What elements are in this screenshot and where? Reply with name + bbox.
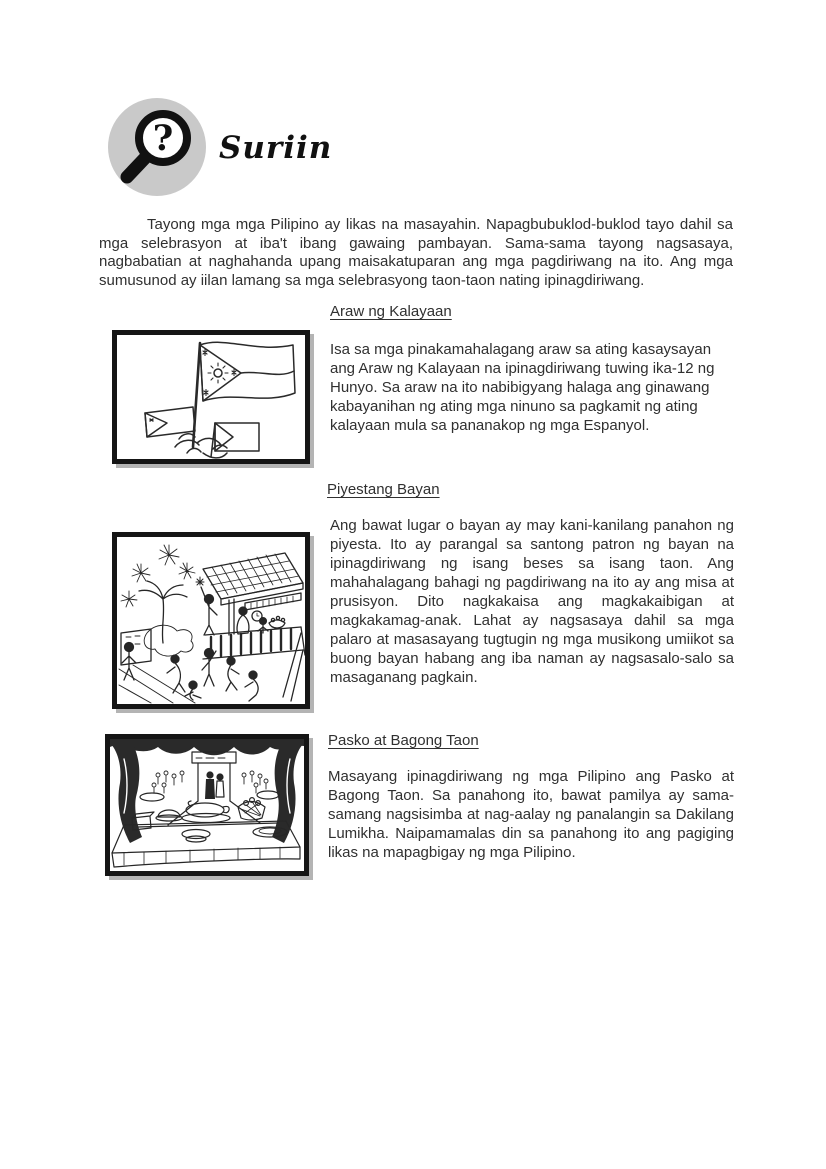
image-frame-piyestang-bayan <box>112 532 310 709</box>
intro-paragraph: Tayong mga mga Pilipino ay likas na masayahin. Napagbubuklod-buklod tayo dahil sa mga selebrasyon at iba't ibang gawaing pambayan. Sama-sama tayong nagsasaya, nagbabatian at naghahanda upang maisakatuparan ang mga pagdiriwang na ito. Ang mga sumusunod ay iilan lamang sa mga selebrasyong taon-taon nating ipinagdiriwang. <box>99 216 733 289</box>
section-heading-pasko-at-bagong-taon: Pasko at Bagong Taon <box>328 732 479 749</box>
christmas-noche-buena-illustration <box>110 739 304 871</box>
section-body-pasko-at-bagong-taon: Masayang ipinagdiriwang ng mga Pilipino ang Pasko at Bagong Taon. Sa panahong ito, bawat pamilya ay sama-samang nagsisimba at nag-aalay ng panalangin sa Dakilang Lumikha. Naipamamalas din sa panahong ito ang pagiging likas na mapagbigay ng mga Pilipino. <box>328 768 734 861</box>
page-title: Suriin <box>219 130 333 166</box>
svg-text:?: ? <box>152 118 174 159</box>
town-fiesta-illustration <box>117 537 305 704</box>
image-frame-pasko-at-bagong-taon <box>105 734 309 876</box>
section-heading-araw-ng-kalayaan: Araw ng Kalayaan <box>330 303 452 320</box>
philippine-flags-illustration <box>117 335 305 459</box>
section-body-araw-ng-kalayaan: Isa sa mga pinakamahalagang araw sa ating kasaysayan ang Araw ng Kalayaan na ipinagdiriwang tuwing ika-12 ng Hunyo. Sa araw na ito nabibigyang halaga ang ginawang kabayanihan ng ating mga ninuno sa pagkamit ng ating kalayaan mula sa pananakop ng mga Espanyol. <box>330 341 715 434</box>
image-frame-araw-ng-kalayaan <box>112 330 310 464</box>
magnifier-question-icon <box>107 97 207 197</box>
section-heading-piyestang-bayan: Piyestang Bayan <box>327 481 440 498</box>
section-body-piyestang-bayan: Ang bawat lugar o bayan ay may kani-kanilang panahon ng piyesta. Ito ay parangal sa santong patron ng bayan na ipinagdiriwang ng isang beses sa isang taon. Ang mahahalagang bahagi ng pagdiriwang na ito ay ang misa at prusisyon. Dito nagkakaisa ang magkakaibigan at magkakamag-anak. Lahat ay nagsasaya dahil sa mga palaro at masasayang tugtugin ng mga musikong umiikot sa buong bayan habang ang iba naman ay nagsasalo-salo sa masaganang pagkain. <box>330 517 734 686</box>
